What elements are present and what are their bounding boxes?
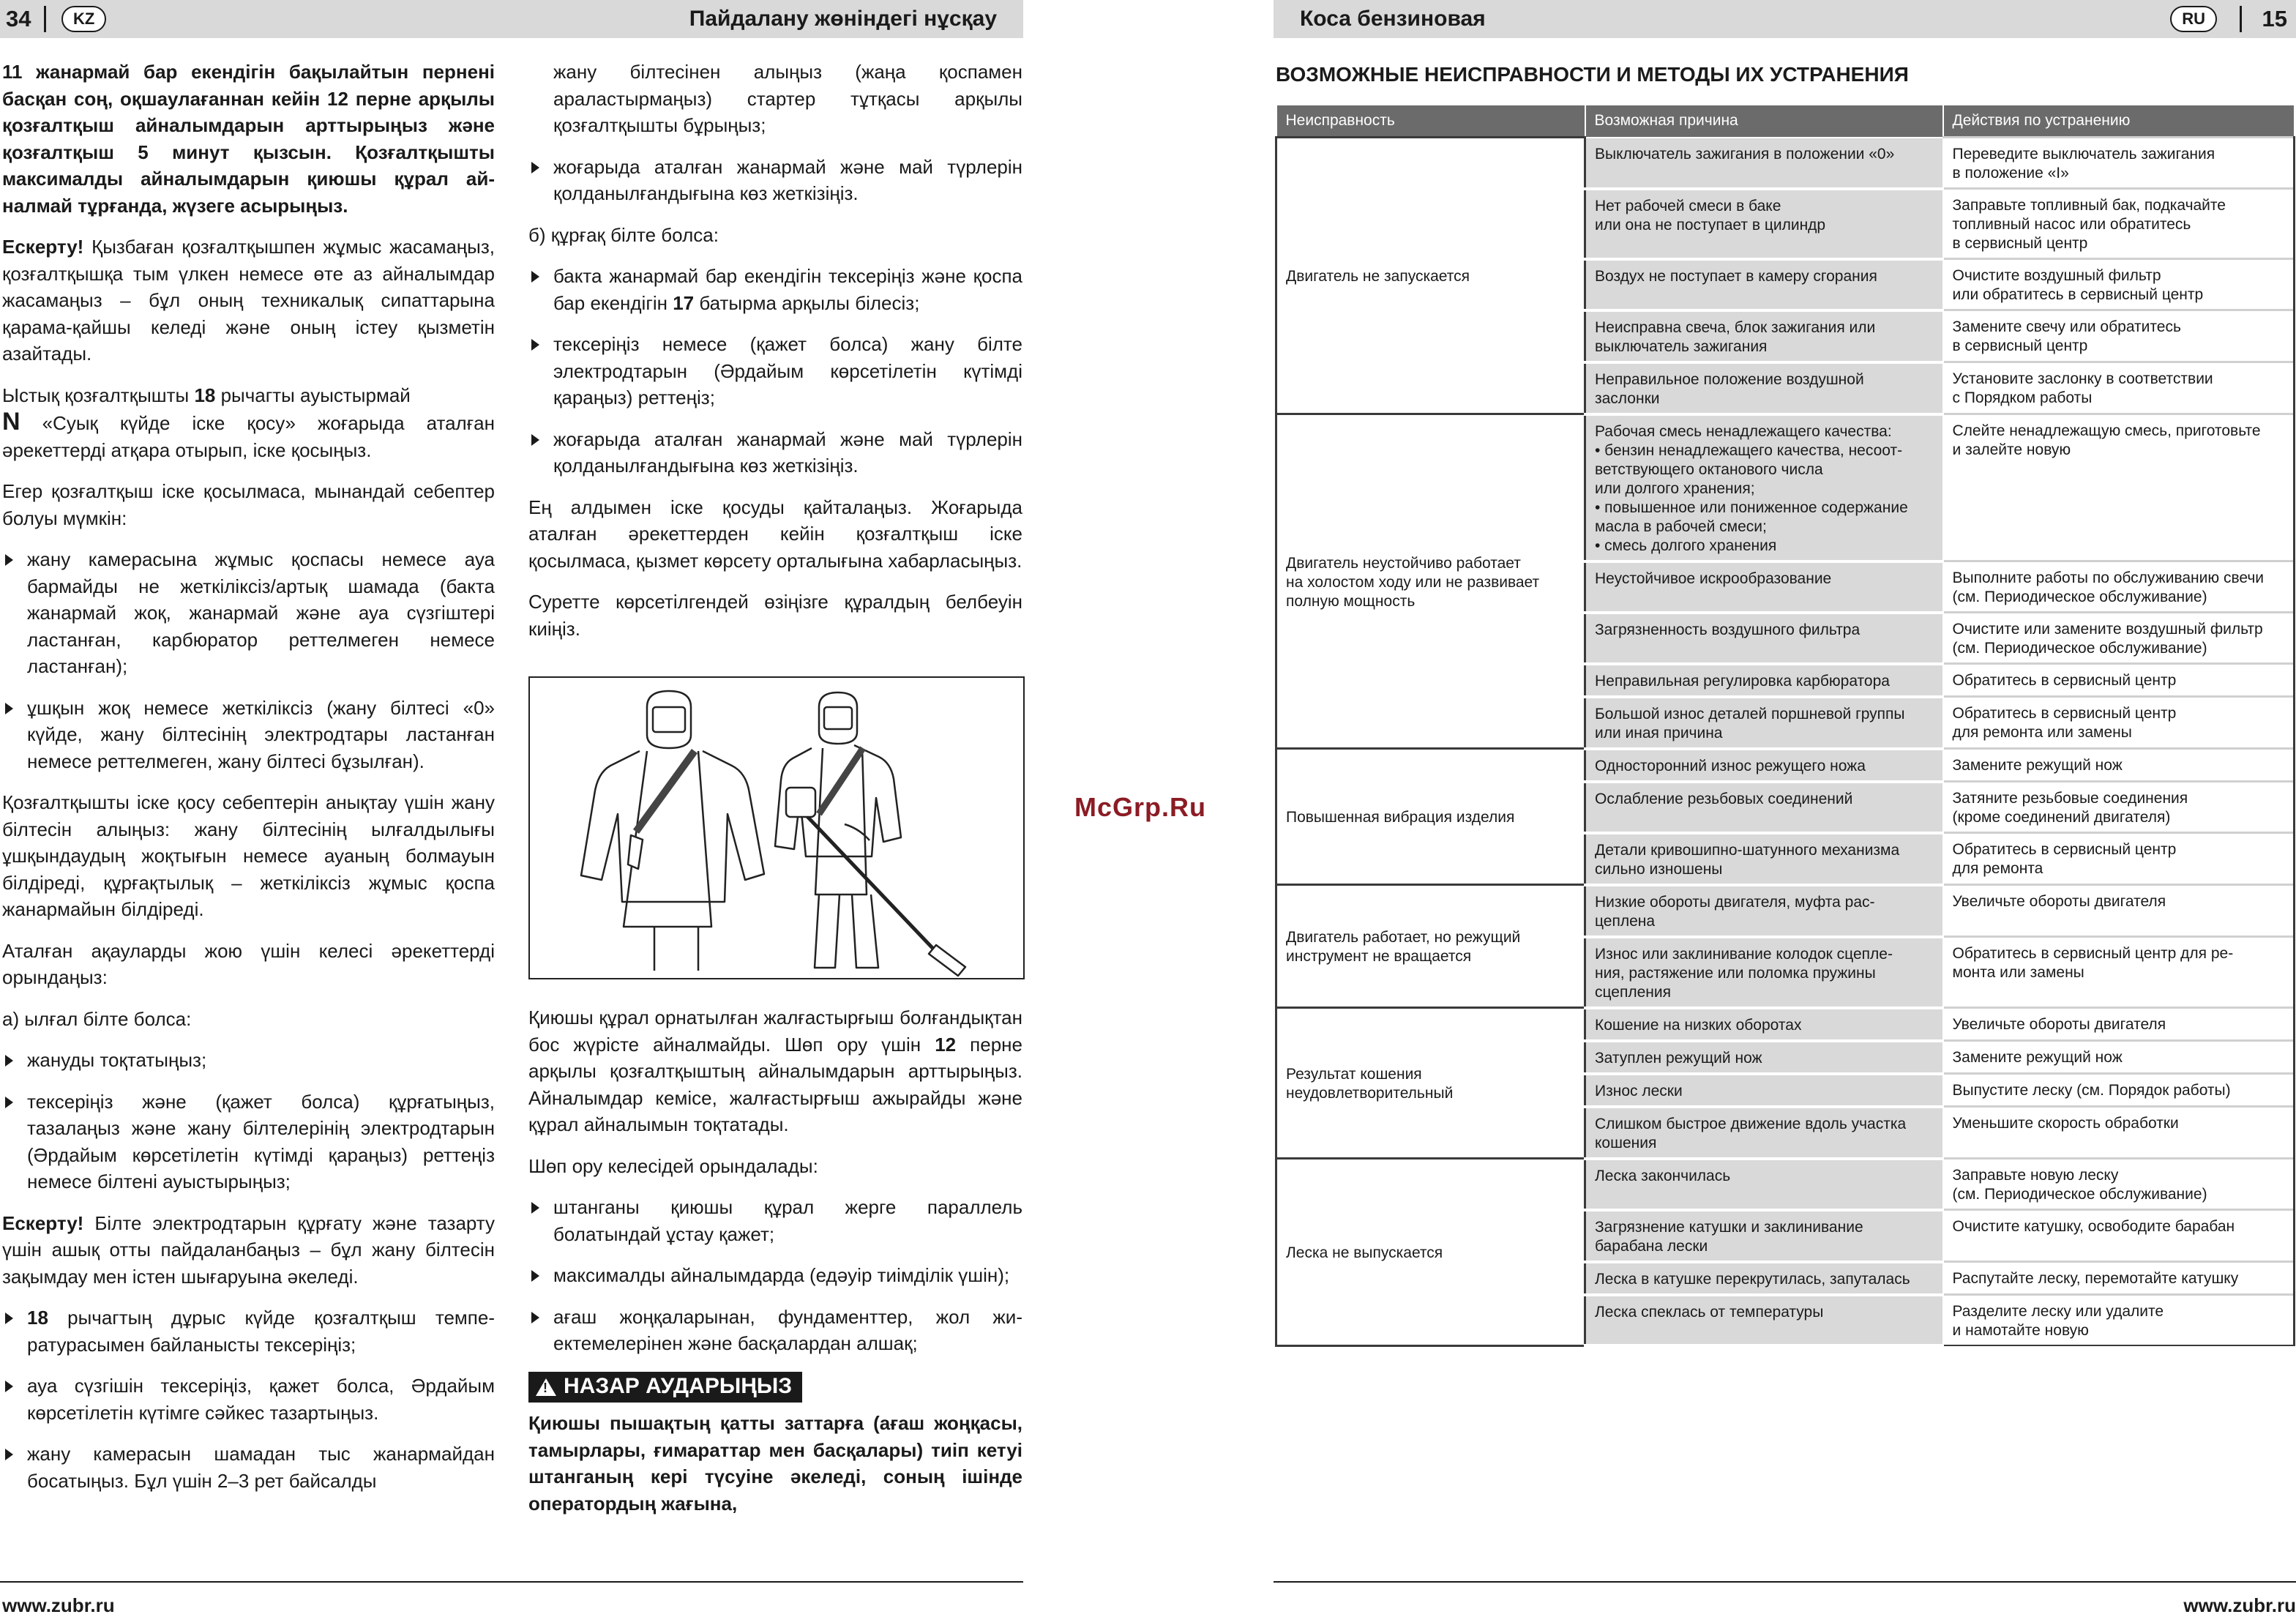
cause-cell: Односторонний износ режущего ножа (1585, 749, 1943, 782)
cause-cell: Рабочая смесь ненадлежащего качества: • бензин ненадлежащего качества, несоот- ветствующего октанового числа или долгого хранения; • повышенное или пониженное содержание масла в рабочей смеси; • смесь долгого хранения (1585, 414, 1943, 561)
table-row (1276, 1008, 2295, 1041)
list-item (2, 1088, 495, 1195)
paragraph: Қозғалтқышты іске қосу себептерін анықтау үшін жану білтесін алыңыз: жану білтесінің ылғалдылығы ұшқындаудың жоқтығын немесе ауаның болмауын білдіреді, құрғақтылық – жеткіліксіз жұмыс қоспа жанармайын білдіреді. (2, 791, 495, 920)
cause-cell: Детали кривошипно-шатунного механизма сильно изношены (1585, 833, 1943, 885)
list-text: ұшқын жоқ немесе жеткіліксіз (жану білтесі «0» күйде, жану білтесінің электродтары ластанған немесе реттелмеген, жану білтесі бұзылған). (27, 696, 495, 772)
action-cell: Установите заслонку в соответствии с Порядком работы (1943, 362, 2295, 414)
footer-divider (0, 1581, 1023, 1583)
right-page (1274, 0, 2296, 1617)
note-text: Білте электродтарын құрғату және тазарту үшін ашық отты пайдаланбаңыз – бұл жану білтесін зақымдау мен істен шығаруына әкеледі. (2, 1211, 495, 1288)
action-cell: Выполните работы по обслуживанию свечи (см. Периодическое обслуживание) (1943, 561, 2295, 613)
action-cell: Очистите или замените воздушный фильтр (см. Периодическое обслуживание) (1943, 613, 2295, 664)
lang-badge-kz: KZ (61, 6, 106, 32)
action-cell: Обратитесь в сервисный центр (1943, 664, 2295, 697)
paragraph: Егер қозғалтқыш іске қосылмаса, мынандай себептер болуы мүмкін: (2, 480, 495, 529)
left-header (0, 0, 1023, 38)
header-divider (2240, 6, 2242, 32)
action-cell: Распутайте леску, перемотайте катушку (1943, 1262, 2295, 1295)
list-item (528, 1194, 1022, 1247)
left-column-1 (2, 59, 495, 1509)
list-item (528, 1262, 1022, 1289)
note-label: Ескерту! (2, 1211, 84, 1234)
header-action: Действия по устранению (1943, 105, 2295, 138)
table-body (1276, 138, 2295, 1346)
left-column-2-continued (528, 1004, 1022, 1531)
bullet-triangle-icon (531, 162, 539, 173)
footer-divider (1274, 1581, 2296, 1583)
list-item (2, 695, 495, 775)
list-text: жануды тоқтатыңыз; (27, 1049, 207, 1071)
list-item (2, 1441, 495, 1494)
table-row (1276, 414, 2295, 561)
button-number: 17 (673, 291, 695, 314)
paragraph: жану білтесінен алыңыз (жаңа қоспамен араластырмаңыз) стартер тұтқасы арқылы қозғалтқышты бұрыңыз; (553, 61, 1022, 136)
left-page-title: Пайдалану жөніндегі нұсқау (689, 7, 997, 31)
action-cell: Очистите воздушный фильтр или обратитесь в сервисный центр (1943, 259, 2295, 310)
action-cell: Замените свечу или обратитесь в сервисный центр (1943, 310, 2295, 362)
note-label: Ескерту! (2, 236, 84, 258)
action-cell: Увеличьте обороты двигателя (1943, 885, 2295, 937)
text: рычагты ауыстырмай (215, 384, 411, 406)
list-item (2, 1304, 495, 1358)
footer-url-right[interactable]: www.zubr.ru (2183, 1594, 2296, 1616)
lever-number: 18 (27, 1307, 48, 1329)
bullet-triangle-icon (5, 1097, 13, 1108)
fault-cell: Повышенная вибрация изделия (1276, 749, 1585, 885)
list-item (528, 154, 1022, 207)
cause-cell: Загрязнение катушки и заклинивание барабана лески (1585, 1210, 1943, 1262)
list-text: жану камерасын шамадан тыс жанармайдан босатыңыз. Бұл үшін 2–3 рет байсалды (27, 1443, 495, 1492)
list-text: тексеріңіз немесе (қажет болса) жану білте электродтарын (Әрдайым көрсетілетін күтімді қараңыз) реттеңіз; (553, 333, 1022, 408)
action-cell: Разделите леску или удалите и намотайте новую (1943, 1295, 2295, 1346)
table-row (1276, 749, 2295, 782)
header-fault: Неисправность (1276, 105, 1585, 138)
cause-cell: Леска закончилась (1585, 1159, 1943, 1210)
header-cause: Возможная причина (1585, 105, 1943, 138)
bullet-triangle-icon (5, 1312, 13, 1324)
list-text: батырма арқылы білесіз; (694, 291, 920, 314)
table-row (1276, 1159, 2295, 1210)
bullet-triangle-icon (531, 1270, 539, 1282)
paragraph: б) құрғақ білте болса: (528, 223, 719, 246)
right-header (1274, 0, 2296, 38)
bullet-triangle-icon (531, 434, 539, 446)
step-11-text: 11 жанармай бар екендігін бақылайтын пернені басқан соң, оқшаулағаннан кейін 12 перне арқылы қозғалтқыш айналымдарын арттырыңыз және қозғалтқыш 5 минут қызсын. Қозғалтқышты максималды айналымдарын қиюшы құрал айналмай тұрғанда, жүзеге асырыңыз. (2, 61, 495, 217)
lever-number: 18 (194, 384, 216, 406)
bullet-triangle-icon (5, 1055, 13, 1067)
paragraph: а) ылғал білте болса: (2, 1007, 192, 1030)
list-text: штанганы қиюшы құрал жерге параллель болатындай ұстау қажет; (553, 1196, 1022, 1245)
header-divider (44, 6, 46, 32)
paragraph: Суретте көрсетілгендей өзіңізге құралдың белбеуін киіңіз. (528, 591, 1022, 640)
table-row (1276, 885, 2295, 937)
text: перне арқылы қозғалтқыштың айналымдарын арттырыңыз. Айналымдар кемісе, жалғастырғыш ажырайды және құрал айналымын тоқтатады. (528, 1033, 1022, 1135)
action-cell: Очистите катушку, освободите барабан (1943, 1210, 2295, 1262)
bullet-triangle-icon (531, 271, 539, 283)
cause-cell: Износ лески (1585, 1074, 1943, 1107)
paragraph: Ең алдымен іске қосуды қайталаңыз. Жоғарыда аталған әрекеттерден кейін қозғалтқыш іске қосылмаса, қызмет көрсету орталығына хабарласыңыз. (528, 496, 1022, 572)
left-page-number: 34 (6, 6, 31, 31)
watermark: McGrp.Ru (1074, 792, 1207, 822)
cause-cell: Низкие обороты двигателя, муфта рас- цеплена (1585, 885, 1943, 937)
cause-cell: Воздух не поступает в камеру сгорания (1585, 259, 1943, 310)
list-item (2, 1047, 495, 1074)
cause-cell: Леска спеклась от температуры (1585, 1295, 1943, 1346)
fault-cell: Двигатель неустойчиво работает на холостом ходу или не развивает полную мощность (1276, 414, 1585, 749)
list-text: максималды айналымдарда (едәуір тиімділік үшін); (553, 1264, 1010, 1286)
list-item (528, 263, 1022, 316)
cause-cell: Неправильная регулировка карбюратора (1585, 664, 1943, 697)
cause-cell: Слишком быстрое движение вдоль участка кошения (1585, 1107, 1943, 1159)
action-cell: Заправьте новую леску (см. Периодическое обслуживание) (1943, 1159, 2295, 1210)
note-text: Қызбаған қозғалтқышпен жұмыс жасамаңыз, қозғалтқышқа тым үлкен немесе өте аз айналымдар жасамаңыз – бұл оның техникалық сипаттарына қарама-қайшы келеді және оның істеу қызметін азайтады. (2, 236, 495, 365)
warning-heading (528, 1372, 1022, 1403)
action-cell: Затяните резьбовые соединения (кроме соединений двигателя) (1943, 782, 2295, 833)
action-cell: Переведите выключатель зажигания в положение «I» (1943, 138, 2295, 189)
list-text: жоғарыда аталған жанармай және май түрлерін қолданылғандығына көз жеткізіңіз. (553, 155, 1022, 204)
cause-cell: Нет рабочей смеси в баке или она не поступает в цилиндр (1585, 189, 1943, 259)
bullet-triangle-icon (531, 339, 539, 351)
fault-cell: Двигатель работает, но режущий инструмент не вращается (1276, 885, 1585, 1008)
button-number: 12 (935, 1033, 957, 1056)
fault-cell: Результат кошения неудовлетворительный (1276, 1008, 1585, 1159)
list-text: жоғарыда аталған жанармай және май түрлерін қолданылғандығына көз жеткізіңіз. (553, 427, 1022, 477)
fault-cell: Леска не выпускается (1276, 1159, 1585, 1346)
table-row (1276, 138, 2295, 189)
paragraph: Шөп ору келесідей орындалады: (528, 1154, 818, 1177)
list-item (2, 546, 495, 680)
cause-cell: Выключатель зажигания в положении «0» (1585, 138, 1943, 189)
warning-label: НАЗАР АУДАРЫҢЫЗ (564, 1374, 793, 1399)
footer-url-left[interactable]: www.zubr.ru (2, 1594, 115, 1616)
list-text: ауа сүзгішін тексеріңіз, қажет болса, Әрдайым көрсетілетін күтімге сәйкес тазартыңыз. (27, 1375, 495, 1424)
cause-cell: Леска в катушке перекрутилась, запуталась (1585, 1262, 1943, 1295)
bullet-triangle-icon (5, 703, 13, 714)
harness-figure-svg (530, 678, 1023, 978)
bullet-triangle-icon (531, 1202, 539, 1214)
list-text: тексеріңіз және (қажет болса) құрғатыңыз, тазалаңыз және жану білтелерінің электродтарын (Әрдайым көрсетілетін күтімді қараңыз) реттеңіз немесе білтені ауыстырыңыз; (27, 1090, 495, 1192)
fault-cell: Двигатель не запускается (1276, 138, 1585, 414)
cause-cell: Затуплен режущий нож (1585, 1041, 1943, 1074)
cause-cell: Ослабление резьбовых соединений (1585, 782, 1943, 833)
lang-badge-ru: RU (2170, 6, 2217, 32)
list-text: рычагтың дұрыс күйде қозғалтқыш температурасымен байланысты тексеріңіз; (27, 1307, 495, 1356)
list-text: жану камерасына жұмыс қоспасы немесе ауа бармайды не жеткіліксіз/артық шамада (бакта жанармай жоқ, жанармай және ауа сүзгіштері ластанған, карбюратор реттелмеген немесе ластанған); (27, 548, 495, 677)
cause-cell: Кошение на низких оборотах (1585, 1008, 1943, 1041)
action-cell: Обратитесь в сервисный центр для ремонта или замены (1943, 697, 2295, 749)
cause-cell: Большой износ деталей поршневой группы или иная причина (1585, 697, 1943, 749)
action-cell: Обратитесь в сервисный центр для ремонта (1943, 833, 2295, 885)
warning-banner (528, 1372, 802, 1403)
paragraph (528, 1004, 1022, 1138)
left-column-2 (528, 59, 1022, 657)
paragraph (2, 234, 495, 367)
section-title: ВОЗМОЖНЫЕ НЕИСПРАВНОСТИ И МЕТОДЫ ИХ УСТРАНЕНИЯ (1276, 63, 1909, 86)
bullet-triangle-icon (5, 554, 13, 566)
cause-cell: Неустойчивое искрообразование (1585, 561, 1943, 613)
action-cell: Слейте ненадлежащую смесь, приготовьте и залейте новую (1943, 414, 2295, 561)
text: Ыстық қозғалтқышты (2, 384, 195, 406)
action-cell: Заправьте топливный бак, подкачайте топливный насос или обратитесь в сервисный центр (1943, 189, 2295, 259)
action-cell: Выпустите леску (см. Порядок работы) (1943, 1074, 2295, 1107)
right-page-number: 15 (2262, 6, 2287, 31)
paragraph (2, 1210, 495, 1291)
troubleshooting-table (1275, 104, 2295, 1347)
table-header-row (1276, 105, 2295, 138)
right-page-title: Коса бензиновая (1300, 7, 1486, 31)
list-text: ағаш жоңқаларынан, фундаменттер, жол жиектемелерінен және басқалардан алшақ; (553, 1305, 1022, 1354)
warning-text: Қиюшы пышақтың қатты заттарға (ағаш жоңқасы, тамырлары, ғимараттар мен басқалары) тиіп кетуі штанганың кері түсуіне әкеледі, соның ішінде оператордың жағына, (528, 1412, 1022, 1515)
list-text: бакта жанармай бар екендігін тексеріңіз және қоспа бар екендігін (553, 265, 1022, 314)
action-cell: Обратитесь в сервисный центр для ре- монта или замены (1943, 937, 2295, 1008)
list-item (528, 331, 1022, 411)
bullet-triangle-icon (5, 1381, 13, 1392)
list-item (528, 1304, 1022, 1357)
text: Қиюшы құрал орнатылған жалғастырғыш болғандықтан бос жүрісте айналмайды. Шөп ору үшін (528, 1007, 1022, 1056)
bullet-triangle-icon (5, 1449, 13, 1460)
paragraph: Аталған ақауларды жою үшін келесі әрекеттерді орындаңыз: (2, 939, 495, 988)
paragraph (2, 382, 495, 464)
cause-cell: Неисправна свеча, блок зажигания или выключатель зажигания (1585, 310, 1943, 362)
cause-cell: Неправильное положение воздушной заслонки (1585, 362, 1943, 414)
cause-cell: Загрязненность воздушного фильтра (1585, 613, 1943, 664)
operator-harness-illustration (528, 676, 1025, 979)
action-cell: Замените режущий нож (1943, 749, 2295, 782)
action-cell: Уменьшите скорость обработки (1943, 1107, 2295, 1159)
list-item (2, 1373, 495, 1426)
text: «Суық күйде іске қосу» жоғарыда аталған әрекеттерді атқара отырып, іске қосыңыз. (2, 412, 495, 461)
action-cell: Увеличьте обороты двигателя (1943, 1008, 2295, 1041)
choke-cold-icon: N (2, 408, 20, 436)
action-cell: Замените режущий нож (1943, 1041, 2295, 1074)
paragraph (2, 59, 495, 219)
bullet-triangle-icon (531, 1312, 539, 1323)
cause-cell: Износ или заклинивание колодок сцепле- ния, растяжение или поломка пружины сцепления (1585, 937, 1943, 1008)
left-page (0, 0, 1025, 1617)
warning-icon: ! (536, 1378, 556, 1396)
list-item (528, 426, 1022, 479)
